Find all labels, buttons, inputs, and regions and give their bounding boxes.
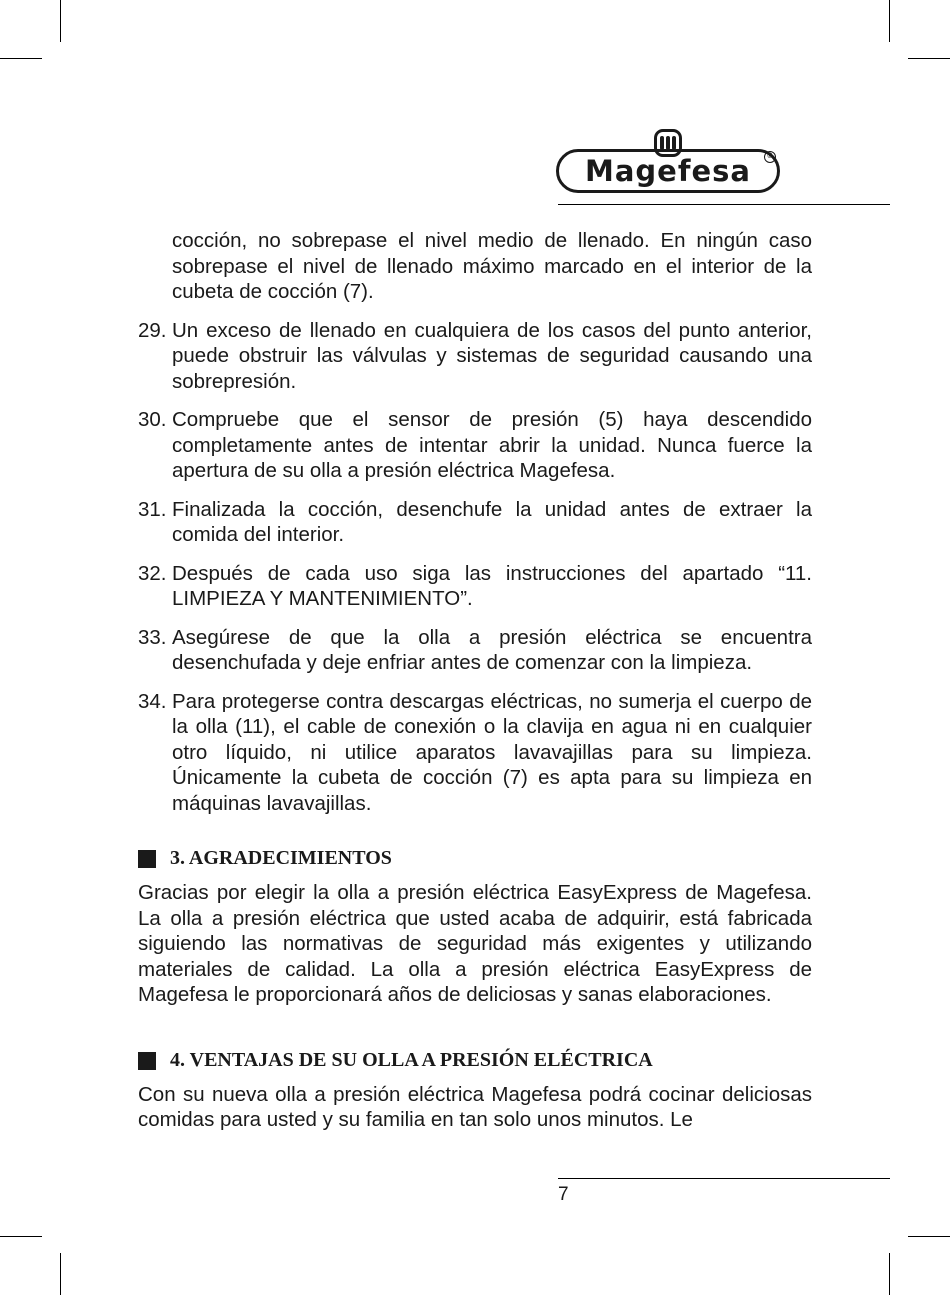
section-heading: [138, 1048, 812, 1074]
registered-mark: ®: [764, 151, 776, 163]
brand-logo: [556, 124, 780, 196]
crop-mark: [0, 1236, 42, 1237]
list-item: [138, 561, 812, 612]
crop-mark: [0, 58, 42, 59]
crop-mark: [889, 0, 890, 42]
header-rule: [558, 204, 890, 205]
item-text: Para protegerse contra descargas eléctricas, no sumerja el cuerpo de la olla (11), el cable de conexión o la clavija en agua ni en cualquier otro líquido, ni utilice aparatos lavavajillas para su limpieza. Únicamente la cubeta de cocción (7) es apta para su limpieza en máquinas lavavajillas.: [172, 689, 812, 815]
crop-mark: [889, 1253, 890, 1295]
item-text: Compruebe que el sensor de presión (5) haya descendido completamente antes de intentar abrir la unidad. Nunca fuerce la apertura de su olla a presión eléctrica Magefesa.: [172, 408, 812, 482]
item-text: Asegúrese de que la olla a presión eléctrica se encuentra desenchufada y deje enfriar antes de comenzar con la limpieza.: [172, 625, 812, 674]
list-item: [138, 497, 812, 548]
section-body: Con su nueva olla a presión eléctrica Magefesa podrá cocinar deliciosas comidas para usted y su familia en tan solo unos minutos. Le: [138, 1082, 812, 1131]
item-number: 30.: [138, 408, 167, 431]
crop-mark: [60, 0, 61, 42]
crop-mark: [908, 58, 950, 59]
item-text: Un exceso de llenado en cualquiera de los casos del punto anterior, puede obstruir las válvulas y sistemas de seguridad causando una sobrepresión.: [172, 318, 812, 393]
square-bullet-icon: [138, 1052, 156, 1070]
page-content: [138, 228, 812, 1133]
item-number: 29.: [138, 318, 167, 342]
section-heading: [138, 846, 812, 872]
footer-rule: [558, 1178, 890, 1179]
item-text: Después de cada uso siga las instrucciones del apartado “11. LIMPIEZA Y MANTENIMIENTO”.: [172, 561, 812, 610]
list-item: [138, 625, 812, 676]
item-text: Finalizada la cocción, desenchufe la unidad antes de extraer la comida del interior.: [172, 497, 812, 546]
item-number: 31.: [138, 497, 167, 521]
item-continuation: cocción, no sobrepase el nivel medio de llenado. En ningún caso sobrepase el nivel de llenado máximo marcado en el interior de la cubeta de cocción (7).: [172, 229, 812, 303]
crop-mark: [60, 1253, 61, 1295]
list-item: [138, 689, 812, 817]
item-number: 34.: [138, 689, 167, 713]
list-item: [138, 318, 812, 395]
square-bullet-icon: [138, 850, 156, 868]
list-item: [138, 407, 812, 484]
logo-wordmark: Magefesa: [556, 149, 780, 193]
section-title: 4. VENTAJAS DE SU OLLA A PRESIÓN ELÉCTRICA: [170, 1048, 653, 1071]
item-number: 32.: [138, 561, 167, 585]
section-title: 3. AGRADECIMIENTOS: [170, 847, 392, 870]
section-body: Gracias por elegir la olla a presión eléctrica EasyExpress de Magefesa. La olla a presión eléctrica que usted acaba de adquirir, está fabricada siguiendo las normativas de seguridad más exigentes y utilizando materiales de calidad. La olla a presión eléctrica EasyExpress de Magefesa le proporcionará años de deliciosas y sanas elaboraciones.: [138, 881, 812, 1006]
crop-mark: [908, 1236, 950, 1237]
page-number: 7: [558, 1184, 569, 1205]
item-number: 33.: [138, 625, 167, 649]
